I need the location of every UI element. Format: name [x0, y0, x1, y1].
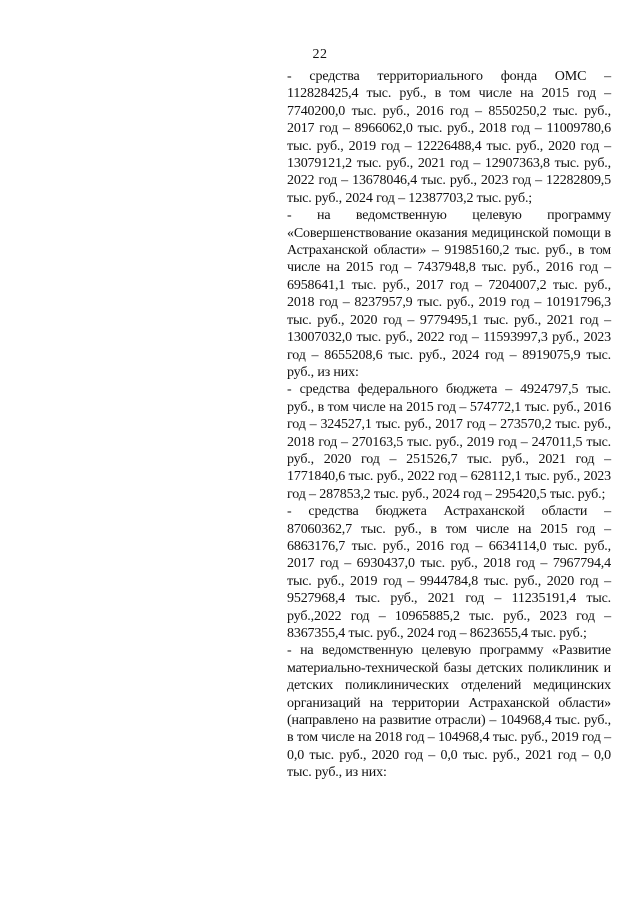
paragraph-regional-budget: - средства бюджета Астраханской области – 87060362,7 тыс. руб., в том числе на 2015 год – 6863176,7 тыс. руб., 2016 год – 6634114,0 тыс. руб., 2017 год – 6930437,0 тыс. руб., 2018 год – 7967794,4 тыс. руб., 2019 год – 9944784,8 тыс. руб., 2020 год – 9527968,4 тыс. руб., 2021 год – 11235191,4 тыс. руб.,2022 год – 10965885,2 тыс. руб., 2023 год – 8367355,4 тыс. руб., 2024 год – 8623655,4 тыс. руб.;	[287, 504, 611, 641]
page-number: 22	[312, 47, 328, 62]
paragraph-program-medical-care: - на ведомственную целевую программу «Совершенствование оказания медицинской помощи в Астраханской области» – 91985160,2 тыс. руб., в том числе на 2015 год – 7437948,8 тыс. руб., 2016 год – 6958641,1 тыс. руб., 2017 год – 7204007,2 тыс. руб., 2018 год – 8237957,9 тыс. руб., 2019 год – 10191796,3 тыс. руб., 2020 год – 9779495,1 тыс. руб., 2021 год – 13007032,0 тыс. руб., 2022 год – 11593997,3 руб., 2023 год – 8655208,6 тыс. руб., 2024 год – 8919075,9 тыс. руб., из них:	[287, 208, 611, 380]
paragraph-omс-funds: - средства территориального фонда ОМС – 112828425,4 тыс. руб., в том числе на 2015 год – 7740200,0 тыс. руб., 2016 год – 8550250,2 тыс. руб., 2017 год – 8966062,0 тыс. руб., 2018 год – 11009780,6 тыс. руб., 2019 год – 12226488,4 тыс. руб., 2020 год – 13079121,2 тыс. руб., 2021 год – 12907363,8 тыс. руб., 2022 год – 13678046,4 тыс. руб., 2023 год – 12282809,5 тыс. руб., 2024 год – 12387703,2 тыс. руб.;	[287, 69, 611, 206]
paragraph-federal-budget: - средства федерального бюджета – 4924797,5 тыс. руб., в том числе на 2015 год – 574772,1 тыс. руб., 2016 год – 324527,1 тыс. руб., 2017 год – 273570,2 тыс. руб., 2018 год – 270163,5 тыс. руб., 2019 год – 247011,5 тыс. руб., 2020 год – 251526,7 тыс. руб., 2021 год – 1771840,6 тыс. руб., 2022 год – 628112,1 тыс. руб., 2023 год – 287853,2 тыс. руб., 2024 год – 295420,5 тыс. руб.;	[287, 382, 611, 502]
paragraph-program-childrens-clinics: - на ведомственную целевую программу «Развитие материально-технической базы детских поликлиник и детских поликлинических отделений медицинских организаций на территории Астраханской области» (направлено на развитие отрасли) – 104968,4 тыс. руб., в том числе на 2018 год – 104968,4 тыс. руб., 2019 год – 0,0 тыс. руб., 2020 год – 0,0 тыс. руб., 2021 год – 0,0 тыс. руб., из них:	[287, 643, 611, 781]
text-column	[287, 68, 611, 782]
